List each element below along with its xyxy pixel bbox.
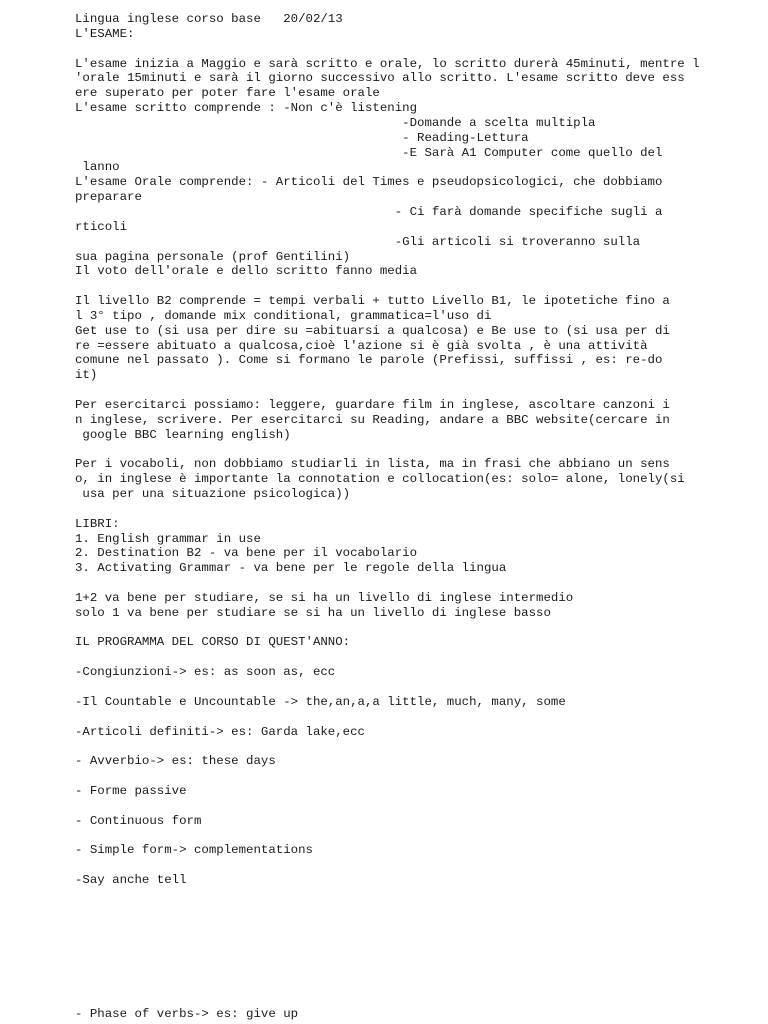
document-line: rticoli xyxy=(75,219,128,234)
document-line xyxy=(75,739,755,754)
document-line: 1+2 va bene per studiare, se si ha un livello di inglese intermedio xyxy=(75,590,574,605)
document-line xyxy=(75,576,755,591)
document-line xyxy=(75,502,755,517)
document-line xyxy=(75,442,755,457)
document-line: L'esame Orale comprende: - Articoli del Times e pseudopsicologici, che dobbiamo xyxy=(75,175,663,190)
document-line xyxy=(75,888,755,903)
document-line: L'esame scritto comprende : -Non c'è listening xyxy=(75,101,418,116)
document-line: o, in inglese è importante la connotation e collocation(es: solo= alone, lonely(si xyxy=(75,472,685,487)
document-line: Get use to (si usa per dire su =abituarsi a qualcosa) e Be use to (si usa per di xyxy=(75,323,670,338)
document-line: L'ESAME: xyxy=(75,26,135,41)
document-line xyxy=(75,858,755,873)
document-line: -Domande a scelta multipla xyxy=(75,115,596,130)
document-line: l 3° tipo , domande mix conditional, grammatica=l'uso di xyxy=(75,308,492,323)
document-line xyxy=(75,650,755,665)
document-line: google BBC learning english) xyxy=(75,427,291,442)
document-line xyxy=(75,828,755,843)
document-line: LIBRI: xyxy=(75,516,120,531)
document-line: - Reading-Lettura xyxy=(75,130,529,145)
document-line xyxy=(75,977,755,992)
document-line xyxy=(75,279,755,294)
document-line xyxy=(75,932,755,947)
document-line xyxy=(75,799,755,814)
document-line xyxy=(75,383,755,398)
document-line xyxy=(75,947,755,962)
document-line: -Il Countable e Uncountable -> the,an,a,a little, much, many, some xyxy=(75,694,566,709)
document-line xyxy=(75,680,755,695)
document-line: ere superato per poter fare l'esame orale xyxy=(75,86,380,101)
document-line: sua pagina personale (prof Gentilini) xyxy=(75,249,351,264)
document-line: -Congiunzioni-> es: as soon as, ecc xyxy=(75,665,336,680)
document-line: - Forme passive xyxy=(75,783,187,798)
document-line xyxy=(75,710,755,725)
document-line: 1. English grammar in use xyxy=(75,531,261,546)
document-line: usa per una situazione psicologica)) xyxy=(75,487,351,501)
document-line xyxy=(75,992,755,1007)
document-line: Lingua inglese corso base 20/02/13 xyxy=(75,12,343,26)
document-line: L'esame inizia a Maggio e sarà scritto e orale, lo scritto durerà 45minuti, mentre l xyxy=(75,56,700,71)
document-line xyxy=(75,962,755,977)
document-line: -Articoli definiti-> es: Garda lake,ecc xyxy=(75,724,365,739)
document-line xyxy=(75,903,755,918)
document-line xyxy=(75,769,755,784)
document-line: - Simple form-> complementations xyxy=(75,843,313,858)
document-line xyxy=(75,621,755,636)
document-line: - Continuous form xyxy=(75,813,202,828)
document-line xyxy=(75,917,755,932)
document-body xyxy=(75,12,755,1021)
document-line: - Ci farà domande specifiche sugli a xyxy=(75,204,663,219)
document-line: - Phase of verbs-> es: give up xyxy=(75,1006,299,1021)
document-line: Per i vocaboli, non dobbiamo studiarli in lista, ma in frasi che abbiano un sens xyxy=(75,457,670,472)
document-line: 3. Activating Grammar - va bene per le regole della lingua xyxy=(75,561,507,576)
document-line: IL PROGRAMMA DEL CORSO DI QUEST'ANNO: xyxy=(75,635,351,650)
document-line: Il livello B2 comprende = tempi verbali + tutto Livello B1, le ipotetiche fino a xyxy=(75,294,670,309)
document-line: re =essere abituato a qualcosa,cioè l'azione si è già svolta , è una attività xyxy=(75,338,648,353)
document-line xyxy=(75,42,755,57)
document-line: -Say anche tell xyxy=(75,872,187,887)
document-line: preparare xyxy=(75,190,142,205)
document-line: n inglese, scrivere. Per esercitarci su Reading, andare a BBC website(cercare in xyxy=(75,412,670,427)
document-line: -E Sarà A1 Computer come quello del xyxy=(75,145,663,160)
document-line: lanno xyxy=(75,160,120,175)
document-line: comune nel passato ). Come si formano le parole (Prefissi, suffissi , es: re-do xyxy=(75,353,663,368)
document-line: solo 1 va bene per studiare se si ha un livello di inglese basso xyxy=(75,605,551,620)
document-line: - Avverbio-> es: these days xyxy=(75,754,276,769)
document-line: 'orale 15minuti e sarà il giorno successivo allo scritto. L'esame scritto deve ess xyxy=(75,71,685,86)
document-line: Il voto dell'orale e dello scritto fanno media xyxy=(75,264,418,279)
document-line: it) xyxy=(75,368,98,383)
document-line: 2. Destination B2 - va bene per il vocabolario xyxy=(75,546,418,561)
document-line: -Gli articoli si troveranno sulla xyxy=(75,234,641,249)
document-line: Per esercitarci possiamo: leggere, guardare film in inglese, ascoltare canzoni i xyxy=(75,397,670,412)
